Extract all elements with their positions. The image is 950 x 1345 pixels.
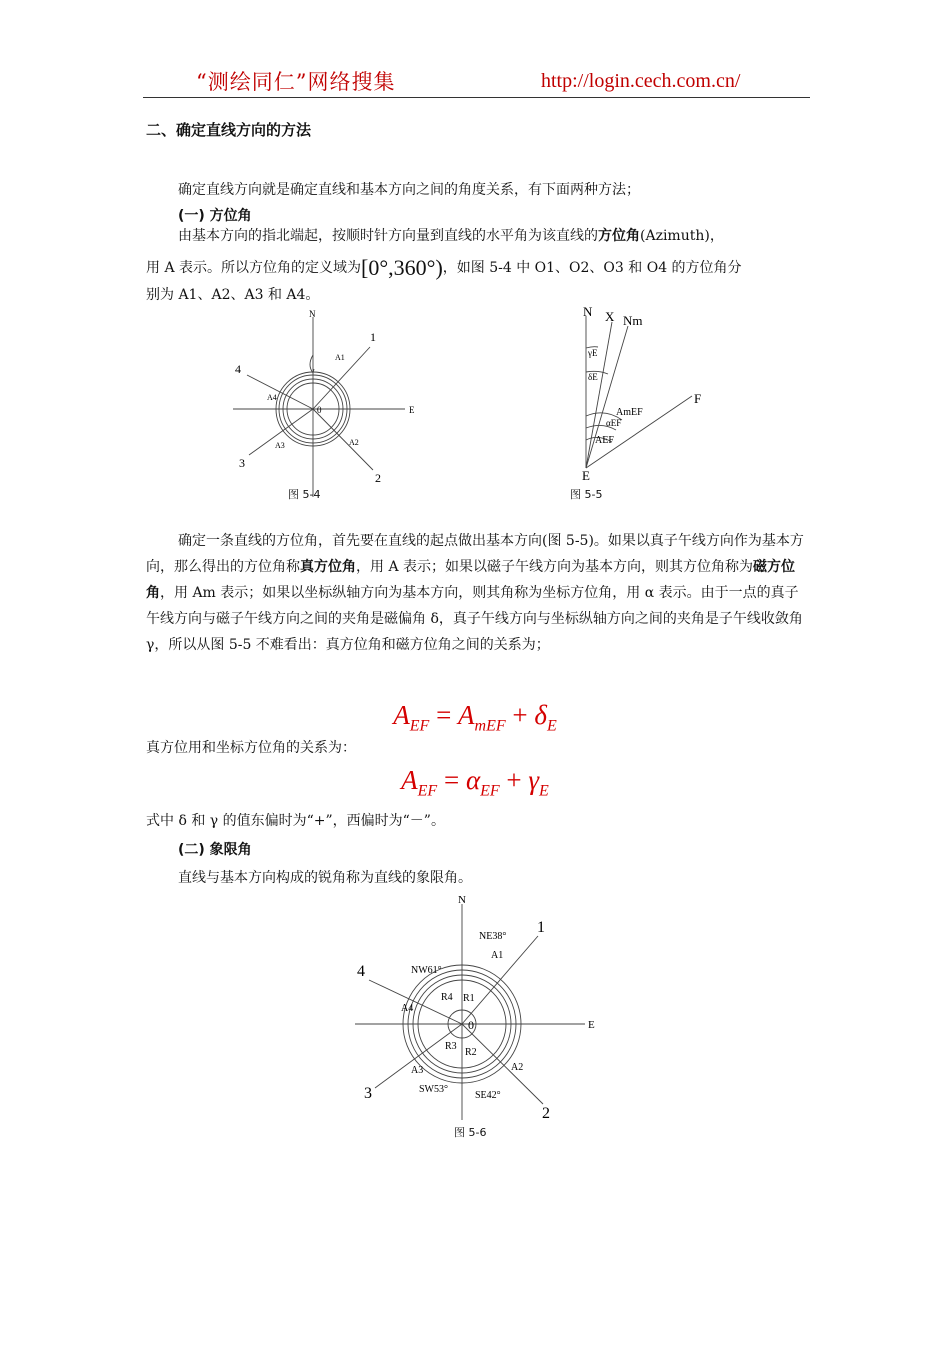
subscript: E bbox=[546, 717, 557, 735]
azimuth-paragraph-3: 别为 A1、A2、A3 和 A4。 bbox=[146, 287, 320, 303]
label-am: AmEF bbox=[616, 407, 643, 418]
term-true-azimuth: 真方位角 bbox=[300, 559, 356, 575]
symbol: α bbox=[465, 765, 481, 795]
label-x: X bbox=[605, 309, 615, 324]
azimuth-paragraph bbox=[146, 223, 810, 249]
symbol: A bbox=[393, 700, 410, 730]
label-r3: R3 bbox=[445, 1041, 457, 1052]
subscript: E bbox=[539, 782, 549, 800]
label-a4: A4 bbox=[401, 1003, 414, 1014]
symbol: γ bbox=[528, 765, 540, 795]
text: ，用 A 表示；如果以磁子午线方向为基本方向，则其方位角称为 bbox=[356, 559, 754, 575]
label-4: 4 bbox=[235, 362, 241, 376]
text: ，如图 5-4 中 O1、O2、O3 和 O4 的方位角分 bbox=[442, 260, 742, 276]
formula-true-magnetic: $A_{EF} = A_{mEF} + \delta_E$ bbox=[393, 700, 557, 735]
label-2: 2 bbox=[375, 471, 381, 485]
section-title: 二、确定直线方向的方法 bbox=[146, 121, 312, 139]
label-1: 1 bbox=[370, 330, 376, 344]
subheading-quadrant: (二) 象限角 bbox=[178, 842, 252, 858]
label-a3: A3 bbox=[275, 441, 285, 450]
figure-5-4 bbox=[225, 305, 425, 505]
domain-interval: [0°,360°) bbox=[361, 255, 443, 280]
label-e: E bbox=[582, 468, 590, 483]
text: 确定一条直线的方位角，首先要在直线的起点做出基本方向(图 5-5)。如果以真子午线方向作为基本方向，那么得出的方位角称 bbox=[146, 533, 804, 575]
text: 由基本方向的指北端起，按顺时针方向量到直线的水平角为该直线的 bbox=[178, 228, 598, 244]
label-3: 3 bbox=[364, 1085, 372, 1102]
caption-5-6: 图 5-6 bbox=[454, 1126, 487, 1139]
label-1: 1 bbox=[537, 919, 545, 936]
label-3: 3 bbox=[239, 456, 245, 470]
subheading-azimuth: (一) 方位角 bbox=[178, 208, 252, 224]
subscript: EF bbox=[409, 717, 430, 735]
label-a3: A3 bbox=[411, 1065, 424, 1076]
azimuth-paragraph-2 bbox=[146, 255, 810, 281]
label-4: 4 bbox=[357, 963, 365, 980]
intro-paragraph: 确定直线方向就是确定直线和基本方向之间的角度关系，有下面两种方法； bbox=[178, 182, 640, 198]
relation-text: 真方位用和坐标方位角的关系为： bbox=[146, 740, 356, 756]
symbol: A bbox=[401, 765, 418, 795]
text: (Azimuth)， bbox=[640, 228, 724, 244]
header-source: “测绘同仁”网络搜集 bbox=[196, 70, 396, 94]
label-n: N bbox=[309, 309, 316, 319]
label-a: AEF bbox=[595, 435, 614, 446]
subscript: EF bbox=[417, 782, 438, 800]
subscript: EF bbox=[480, 782, 500, 800]
symbol: δ bbox=[534, 700, 547, 730]
azimuth-types-paragraph bbox=[146, 528, 810, 658]
label-n: N bbox=[458, 894, 466, 906]
term-azimuth: 方位角 bbox=[598, 228, 640, 244]
label-a1: A1 bbox=[491, 950, 504, 961]
text: ，用 Am 表示；如果以坐标纵轴方向为基本方向，则其角称为坐标方位角，用 α 表示。由于一点的真子午线方向与磁子午线方向之间的夹角是磁偏角 δ，真子午线方向与坐标纵轴方向之间的夹角是子午线收敛角 γ，所以从图 5-5 不难看出：真方位角和磁方位角之间的关系为； bbox=[146, 585, 803, 653]
figure-5-5 bbox=[560, 300, 720, 505]
label-a1: A1 bbox=[335, 353, 345, 362]
label-ne38: NE38° bbox=[479, 931, 507, 942]
label-a2: A2 bbox=[511, 1062, 524, 1073]
label-n: N bbox=[583, 304, 593, 319]
label-r4: R4 bbox=[441, 992, 453, 1003]
caption-5-5: 图 5-5 bbox=[570, 488, 603, 501]
label-nw61: NW61° bbox=[411, 965, 442, 976]
sign-note: 式中 δ 和 γ 的值东偏时为“+”，西偏时为“－”。 bbox=[146, 813, 445, 829]
subscript: mEF bbox=[474, 717, 506, 735]
line-o2 bbox=[313, 409, 373, 470]
label-a2: A2 bbox=[349, 438, 359, 447]
grid-north-line bbox=[586, 322, 612, 468]
label-e: E bbox=[409, 405, 415, 415]
label-a4: A4 bbox=[267, 393, 277, 402]
quadrant-paragraph: 直线与基本方向构成的锐角称为直线的象限角。 bbox=[178, 870, 472, 886]
caption-5-4: 图 5-4 bbox=[288, 488, 321, 501]
label-f: F bbox=[694, 391, 702, 406]
label-o: 0 bbox=[468, 1018, 474, 1032]
label-gamma: γE bbox=[588, 348, 598, 358]
term-magnetic-azimuth: 磁方位角 bbox=[146, 559, 796, 601]
label-o: 0 bbox=[317, 405, 322, 415]
symbol: A bbox=[458, 700, 475, 730]
label-r1: R1 bbox=[463, 993, 475, 1004]
label-sw53: SW53° bbox=[419, 1084, 448, 1095]
label-r2: R2 bbox=[465, 1047, 477, 1058]
formula-true-grid: $A_{EF} = \alpha_{EF} + \gamma_E$ bbox=[401, 765, 549, 800]
header-url-link[interactable]: http://login.cech.com.cn/ bbox=[541, 70, 741, 92]
label-se42: SE42° bbox=[475, 1090, 501, 1101]
label-2: 2 bbox=[542, 1105, 550, 1122]
label-e: E bbox=[588, 1019, 595, 1031]
label-alpha: αEF bbox=[606, 418, 622, 428]
label-delta: δE bbox=[588, 372, 598, 382]
text: 用 A 表示。所以方位角的定义域为 bbox=[146, 260, 362, 276]
label-nm: Nm bbox=[623, 313, 643, 328]
header-divider bbox=[143, 97, 810, 98]
figure-5-6 bbox=[345, 888, 615, 1148]
